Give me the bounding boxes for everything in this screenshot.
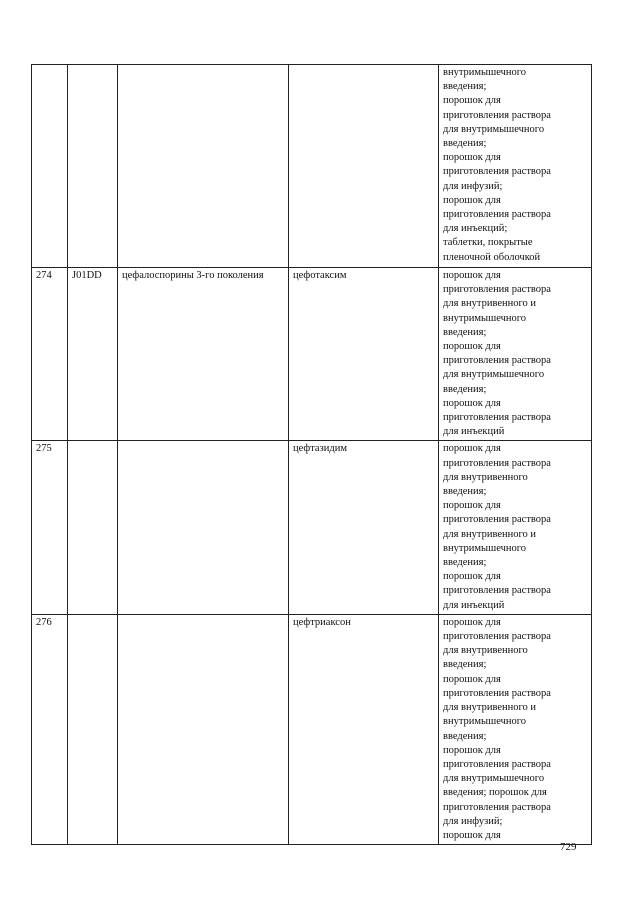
table-row	[32, 441, 592, 614]
form-line: введения;	[443, 557, 487, 569]
form-line: введения; порошок для	[443, 787, 547, 799]
form-line: пленочной оболочкой	[443, 251, 541, 263]
drug-name: цефтазидим	[289, 441, 439, 614]
form-line: порошок для	[443, 95, 501, 107]
row-number: 274	[32, 268, 68, 441]
form-line: порошок для	[443, 571, 501, 583]
form-line: порошок для	[443, 829, 501, 841]
form-line: приготовления раствора	[443, 412, 551, 424]
form-line: для внутримышечного	[443, 773, 545, 785]
form-line: для внутривенного	[443, 471, 528, 483]
form-line: для внутривенного	[443, 645, 528, 657]
pharmacological-group	[118, 614, 289, 844]
drug-name	[289, 65, 439, 268]
pharmacological-group: цефалоспорины 3-го поколения	[118, 268, 289, 441]
form-line: приготовления раствора	[443, 355, 551, 367]
form-line: введения;	[443, 486, 487, 498]
form-line: приготовления раствора	[443, 514, 551, 526]
form-line: приготовления раствора	[443, 457, 551, 469]
form-line: приготовления раствора	[443, 585, 551, 597]
dosage-forms	[439, 268, 592, 441]
form-line: порошок для	[443, 673, 501, 685]
form-line: внутримышечного	[443, 67, 527, 78]
page-number: 729	[560, 841, 577, 853]
form-line: порошок для	[443, 194, 501, 206]
dosage-forms	[439, 441, 592, 614]
form-line: приготовления раствора	[443, 166, 551, 178]
form-line: для инъекций	[443, 426, 505, 438]
table-row	[32, 65, 592, 268]
form-line: приготовления раствора	[443, 109, 551, 121]
form-line: внутримышечного	[443, 312, 527, 324]
table-row	[32, 268, 592, 441]
form-line: приготовления раствора	[443, 631, 551, 643]
row-number	[32, 65, 68, 268]
form-line: порошок для	[443, 397, 501, 409]
row-number: 275	[32, 441, 68, 614]
row-number: 276	[32, 614, 68, 844]
form-line: для инфузий;	[443, 815, 503, 827]
form-line: введения;	[443, 659, 487, 671]
form-line: для инъекций	[443, 599, 505, 611]
pharmacological-group	[118, 441, 289, 614]
form-line: приготовления раствора	[443, 801, 551, 813]
form-line: порошок для	[443, 616, 501, 628]
form-line: приготовления раствора	[443, 758, 551, 770]
form-line: приготовления раствора	[443, 687, 551, 699]
form-line: для внутривенного и	[443, 702, 537, 714]
form-line: для инъекций;	[443, 223, 508, 235]
form-line: приготовления раствора	[443, 284, 551, 296]
atc-code	[68, 614, 118, 844]
form-line: введения;	[443, 383, 487, 395]
form-line: для внутривенного и	[443, 298, 537, 310]
form-line: внутримышечного	[443, 542, 527, 554]
drug-name: цефтриаксон	[289, 614, 439, 844]
atc-code	[68, 65, 118, 268]
form-line: для инфузий;	[443, 180, 503, 192]
form-line: порошок для	[443, 341, 501, 353]
form-line: введения;	[443, 326, 487, 338]
form-line: внутримышечного	[443, 716, 527, 728]
form-line: порошок для	[443, 152, 501, 164]
atc-code	[68, 441, 118, 614]
form-line: порошок для	[443, 443, 501, 455]
form-line: порошок для	[443, 744, 501, 756]
form-line: для внутримышечного	[443, 123, 545, 135]
form-line: порошок для	[443, 270, 501, 281]
dosage-forms	[439, 614, 592, 844]
form-line: таблетки, покрытые	[443, 237, 533, 249]
form-line: введения;	[443, 81, 487, 93]
form-line: для внутримышечного	[443, 369, 545, 381]
table-row	[32, 614, 592, 844]
pharmacological-group	[118, 65, 289, 268]
drug-name: цефотаксим	[289, 268, 439, 441]
form-line: введения;	[443, 730, 487, 742]
form-line: для внутривенного и	[443, 528, 537, 540]
atc-code: J01DD	[68, 268, 118, 441]
form-line: приготовления раствора	[443, 209, 551, 221]
form-line: введения;	[443, 138, 487, 150]
drug-table	[31, 64, 592, 845]
form-line: порошок для	[443, 500, 501, 512]
dosage-forms	[439, 65, 592, 268]
